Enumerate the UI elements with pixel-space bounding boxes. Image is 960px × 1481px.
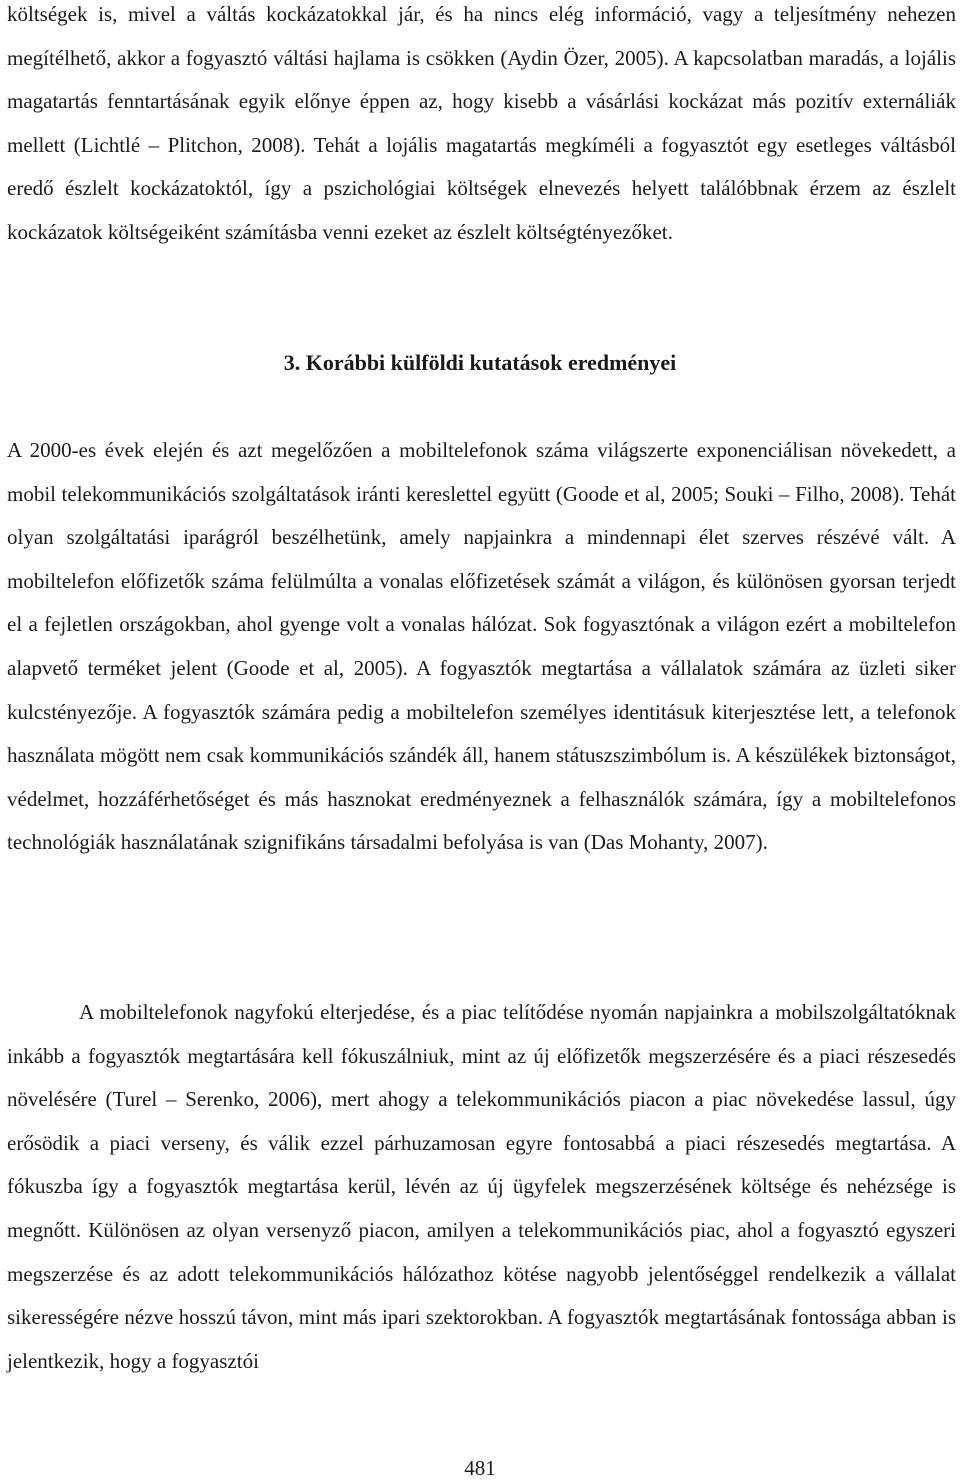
page-number: 481 (464, 1456, 496, 1480)
paragraph-switching-costs: költségek is, mivel a váltás kockázatokkal jár, és ha nincs elég információ, vagy a teljesítmény nehezen megítélhető, akkor a fogyasztó váltási hajlama is csökken (Aydin Özer, 2005). A kapcsolatban maradás, a lojális magatartás fenntartásának egyik előnye éppen az, hogy kisebb a vásárlási kockázat más pozitív externáliák mellett (Lichtlé – Plitchon, 2008). Tehát a lojális magatartás megkíméli a fogyasztót egy esetleges váltásból eredő észlelt kockázatoktól, így a pszichológiai költségek elnevezés helyett találóbbnak érzem az észlelt kockázatok költségeiként számításba venni ezeket az észlelt költségtényezőket. (7, 2, 956, 244)
paragraph-mobile-market-growth: A 2000-es évek elején és azt megelőzően a mobiltelefonok száma világszerte exponenciálisan növekedett, a mobil telekommunikációs szolgáltatások iránti kereslettel együtt (Goode et al, 2005; Souki – Filho, 2008). Tehát olyan szolgáltatási iparágról beszélhetünk, amely napjainkra a mindennapi élet szerves részévé vált. A mobiltelefon előfizetők száma felülmúlta a vonalas előfizetések számát a világon, és különösen gyorsan terjedt el a fejletlen országokban, ahol gyenge volt a vonalas hálózat. Sok fogyasztónak a világon ezért a mobiltelefon alapvető terméket jelent (Goode et al, 2005). A fogyasztók megtartása a vállalatok számára az üzleti siker kulcstényezője. A fogyasztók számára pedig a mobiltelefon személyes identitásuk kiterjesztése lett, a telefonok használata mögött nem csak kommunikációs szándék áll, hanem státuszszimbólum is. A készülékek biztonságot, védelmet, hozzáférhetőséget és más hasznokat eredményeznek a felhasználók számára, így a mobiltelefonos technológiák használatának szignifikáns társadalmi befolyása is van (Das Mohanty, 2007). (7, 438, 956, 855)
paragraph-customer-retention: A mobiltelefonok nagyfokú elterjedése, és a piac telítődése nyomán napjainkra a mobilszolgáltatóknak inkább a fogyasztók megtartására kell fókuszálniuk, mint az új előfizetők megszerzésére és a piaci részesedés növelésére (Turel – Serenko, 2006), mert ahogy a telekommunikációs piacon a piac növekedése lassul, úgy erősödik a piaci verseny, és válik ezzel párhuzamosan egyre fontosabbá a piaci részesedés megtartása. A fókuszba így a fogyasztók megtartása kerül, lévén az új ügyfelek megszerzésének költsége és nehézsége is megnőtt. Különösen az olyan versenyző piacon, amilyen a telekommunikációs piac, ahol a fogyasztó egyszeri megszerzése és az adott telekommunikációs hálózathoz kötése nagyobb jelentőséggel rendelkezik a vállalat sikerességére nézve hosszú távon, mint más ipari szektorokban. A fogyasztók megtartásának fontossága abban is jelentkezik, hogy a fogyasztói (7, 1000, 956, 1373)
section-heading: 3. Korábbi külföldi kutatások eredményei (283, 350, 677, 375)
